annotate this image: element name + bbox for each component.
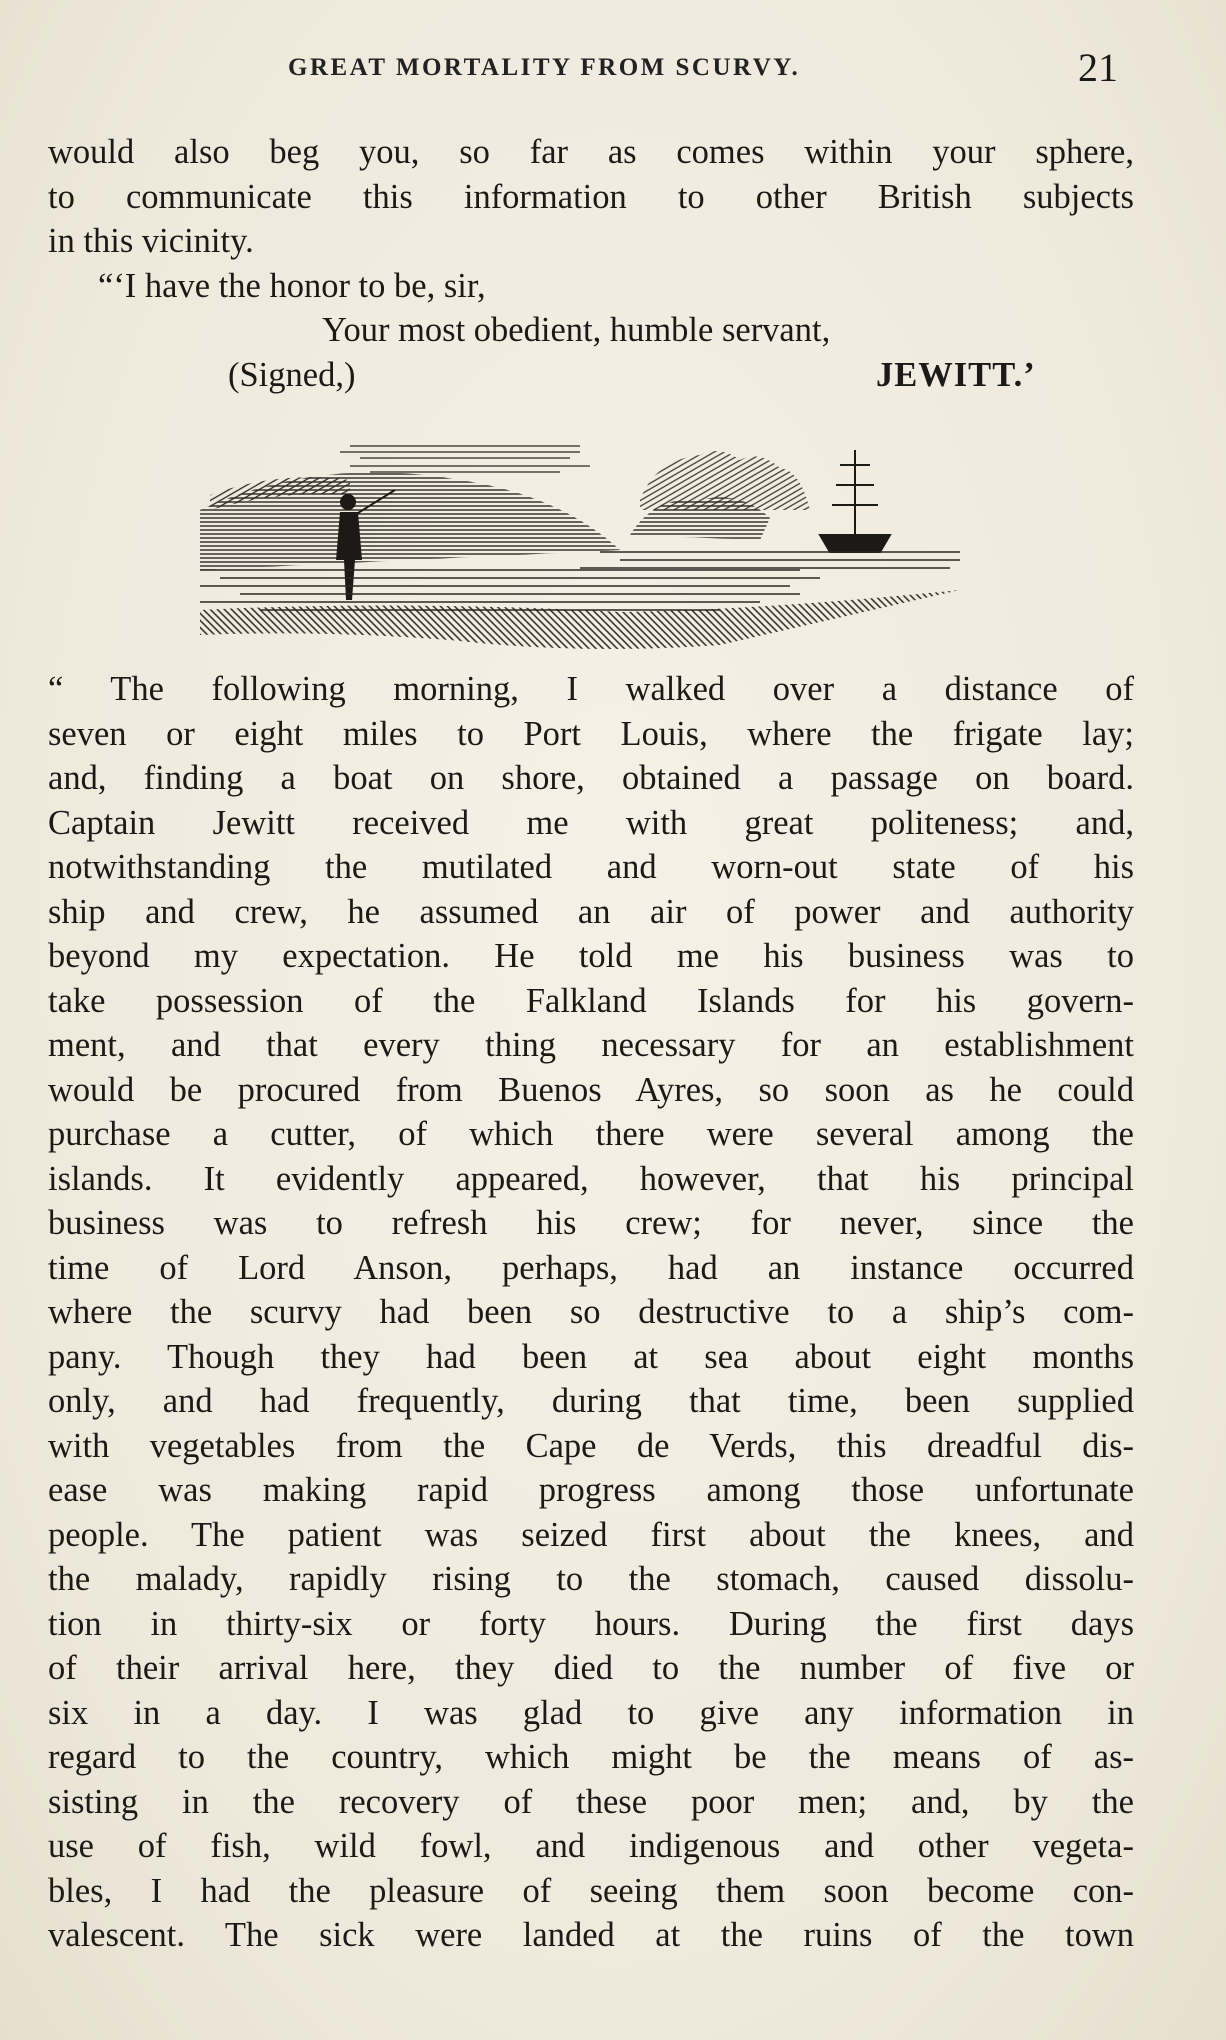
signed-label: (Signed,) — [228, 356, 356, 394]
body-line: would be procured from Buenos Ayres, so soon as he could — [48, 1070, 1134, 1109]
body-line: tion in thirty-six or forty hours. During the first days — [48, 1604, 1134, 1643]
body-line: time of Lord Anson, perhaps, had an instance occurred — [48, 1248, 1134, 1287]
body-line: purchase a cutter, of which there were several among the — [48, 1115, 1134, 1153]
body-line: islands. It evidently appeared, however, that his principal — [48, 1159, 1134, 1198]
body-paragraph — [48, 667, 1134, 1958]
body-line: “ The following morning, I walked over a distance of — [48, 670, 1134, 708]
body-line: regard to the country, which might be the means of as- — [48, 1738, 1134, 1776]
letter-line: to communicate this information to other British subjects — [48, 177, 1134, 216]
running-head: GREAT MORTALITY FROM SCURVY. — [288, 54, 801, 81]
body-line: seven or eight miles to Port Louis, where the frigate lay; — [48, 714, 1134, 753]
body-line: bles, I had the pleasure of seeing them soon become con- — [48, 1871, 1134, 1910]
body-line: ship and crew, he assumed an air of power and authority — [48, 892, 1134, 931]
body-line: of their arrival here, they died to the number of five or — [48, 1649, 1134, 1687]
body-line: only, and had frequently, during that time, been supplied — [48, 1382, 1134, 1420]
body-line: where the scurvy had been so destructive to a ship’s com- — [48, 1293, 1134, 1331]
letter-complimentary-close: Your most obedient, humble servant, — [322, 311, 831, 349]
body-line: beyond my expectation. He told me his business was to — [48, 937, 1134, 975]
body-line: ease was making rapid progress among those unfortunate — [48, 1471, 1134, 1509]
body-line: ment, and that every thing necessary for an establishment — [48, 1026, 1134, 1064]
body-line: pany. Though they had been at sea about eight months — [48, 1337, 1134, 1376]
letter-end — [48, 130, 1134, 264]
body-line: business was to refresh his crew; for never, since the — [48, 1204, 1134, 1242]
ship — [820, 450, 890, 552]
page-number: 21 — [1078, 45, 1118, 90]
letter-closing: “‘I have the honor to be, sir, — [98, 267, 486, 305]
body-line: Captain Jewitt received me with great politeness; and, — [48, 803, 1134, 842]
engraved-vignette-illustration — [200, 440, 980, 660]
body-line: valescent. The sick were landed at the ruins of the town — [48, 1916, 1134, 1954]
body-line: six in a day. I was glad to give any information in — [48, 1693, 1134, 1732]
body-line: use of fish, wild fowl, and indigenous and other vegeta- — [48, 1827, 1134, 1865]
foreground-shore — [200, 590, 960, 649]
body-line: with vegetables from the Cape de Verds, this dreadful dis- — [48, 1426, 1134, 1465]
body-line: the malady, rapidly rising to the stomach, caused dissolu- — [48, 1560, 1134, 1598]
sky-lines — [340, 446, 590, 472]
letter-line: would also beg you, so far as comes within your sphere, — [48, 133, 1134, 171]
body-line: and, finding a boat on shore, obtained a passage on board. — [48, 759, 1134, 797]
body-line: sisting in the recovery of these poor men; and, by the — [48, 1782, 1134, 1821]
letter-line: in this vicinity. — [48, 222, 254, 260]
body-line: people. The patient was seized first about the knees, and — [48, 1515, 1134, 1554]
body-line: take possession of the Falkland Islands for his govern- — [48, 981, 1134, 1020]
page-header — [0, 44, 1226, 94]
body-line: notwithstanding the mutilated and worn-out state of his — [48, 848, 1134, 886]
signature-name: JEWITT.’ — [876, 356, 1036, 394]
